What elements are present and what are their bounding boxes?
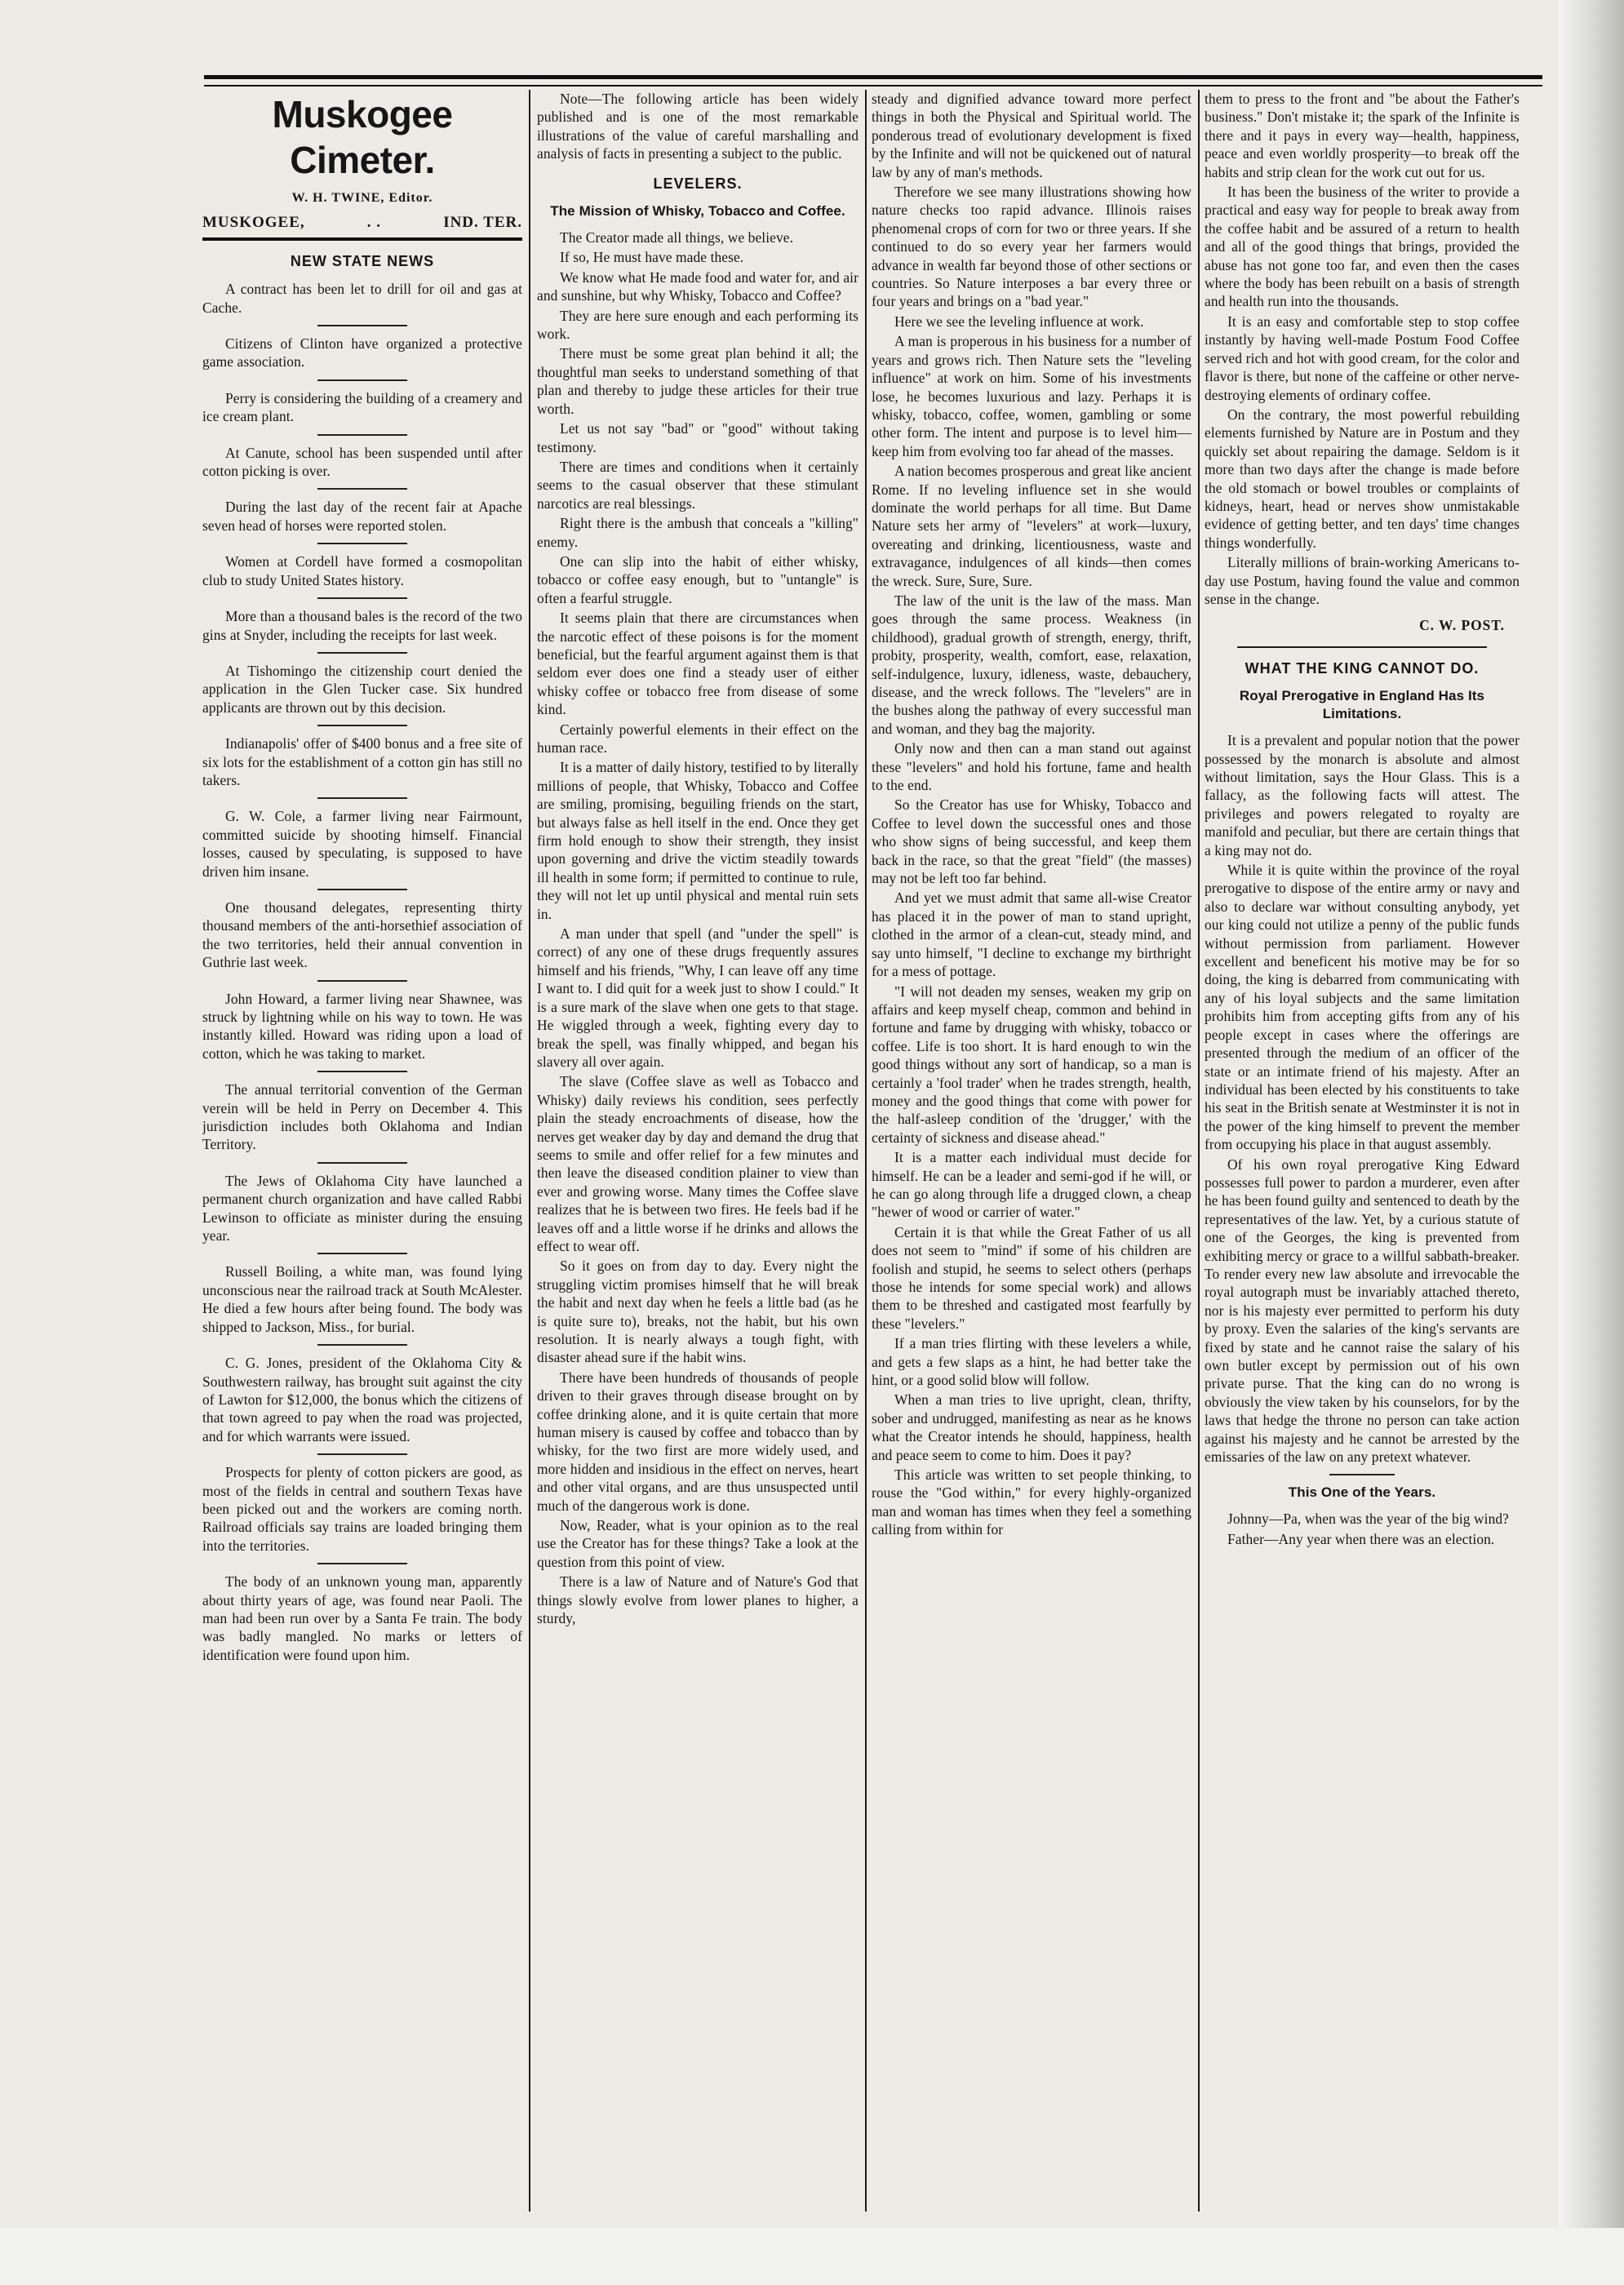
article-paragraph: The slave (Coffee slave as well as Tobacco and Whisky) daily reviews his condition, sees perfectly plain the steady encroachments of disease, how the nerves get weaker day by day and demand the drug that seems to smile and offer relief for a few minutes and then leave the diseased condition plainer to view than ever and growing worse. Many times the Coffee slave realizes that he is between two fires. He feels bad if he leaves off and a little worse if he drinks and allows the effect to wear off. xyxy=(537,1073,859,1254)
dateline-dots: . . xyxy=(366,214,382,232)
news-item xyxy=(202,552,522,589)
article-paragraph: The Creator made all things, we believe. xyxy=(560,229,794,246)
item-divider xyxy=(317,434,407,436)
news-item xyxy=(202,498,522,535)
news-item-text: At Canute, school has been suspended until after cotton picking is over. xyxy=(202,444,522,480)
article-heading: LEVELERS. xyxy=(653,175,743,192)
article-paragraph: Therefore we see many illustrations showing how nature checks too rapid advance. Illinois raises phenomenal crops of corn for two or three years. If she continued to do so every year her farmers would advance in wealth far beyond those of other sections or countries. So Nature interposes a bar every three or four years and brings on a "bad year." xyxy=(872,184,1191,310)
news-item xyxy=(202,280,522,317)
article-paragraph: And yet we must admit that same all-wise Creator has placed it in the power of man to stand upright, clothed in the armor of a clean-cut, steady mind, and say unto himself, "I decline to exchange my birthright for a mess of pottage. xyxy=(872,890,1191,980)
item-divider xyxy=(317,1453,407,1455)
page-edge xyxy=(1559,0,1624,2285)
news-item xyxy=(202,1262,522,1336)
news-item-text: Citizens of Clinton have organized a protective game association. xyxy=(202,335,522,370)
article-paragraph: There have been hundreds of thousands of people driven to their graves through disease brought on by coffee drinking alone, and it is quite certain that more human misery is caused by coffee and tobacco than by whisky, for the two first are more widely used, and more hidden and insidious in the effect on nerves, heart and other vital organs, and are thus unsuspected until much of the dangerous work is done. xyxy=(537,1369,859,1514)
top-rule-thin xyxy=(204,85,1542,87)
article-signature: C. W. POST. xyxy=(1419,617,1505,634)
article-paragraph: Of his own royal prerogative King Edward possesses full power to pardon a murderer, even after he has been found guilty and sentenced to death by the representatives of the law. Yet, by a curious statute of one of the Georges, the king is prevented from exhibiting mercy or grace to a willful sabbath-breaker. To render every new law absolute and irrevocable the royal autograph must be invariably attached thereto, nor is his majesty ever permitted to perform his duty by proxy. Even the salaries of the king's servants are fixed by state and he cannot raise the salary of his own butler except by permission out of his own private purse. That the king can do no wrong is obviously the view taken by his counselors, for by the laws that hedge the throne no person can take action against his majesty and he cannot be arrested by the emissaries of the law on any pretext whatever. xyxy=(1205,1156,1520,1466)
news-item xyxy=(202,662,522,717)
masthead-rule xyxy=(202,237,522,241)
news-item xyxy=(202,807,522,881)
article-paragraph: steady and dignified advance toward more perfect things in both the Physical and Spiritual world. The ponderous tread of evolutionary development is fixed by the Infinite and will not be quickened out of natural law by any of man's methods. xyxy=(872,91,1191,180)
column-rule xyxy=(529,90,530,2212)
news-item-text: Perry is considering the building of a creamery and ice cream plant. xyxy=(202,389,522,425)
dateline-place: MUSKOGEE, xyxy=(202,214,305,232)
article-heading-joke: This One of the Years. xyxy=(1288,1484,1436,1501)
article-paragraph: It seems plain that there are circumstances when the narcotic effect of these poisons is for the moment beneficial, but the fearful argument against them is that seldom ever does one find a steady user of either whisky coffee or tobacco free from disease of some kind. xyxy=(537,610,859,718)
article-paragraph: Now, Reader, what is your opinion as to the real use the Creator has for these things? Take a look at the question from this point of view. xyxy=(537,1517,859,1570)
news-item-text: At Tishomingo the citizenship court denied the application in the Glen Tucker case. Six hundred applicants are thrown out by this decision. xyxy=(202,662,522,716)
item-divider xyxy=(317,379,407,381)
news-item xyxy=(202,607,522,644)
item-divider xyxy=(317,1162,407,1164)
news-item-text: Prospects for plenty of cotton pickers are good, as most of the fields in central and southern Texas have been picked out and the workers are coming north. Railroad officials say trains are loaded bringing them into the territories. xyxy=(202,1464,522,1554)
article-heading-king: WHAT THE KING CANNOT DO. xyxy=(1245,659,1480,677)
article-paragraph: Right there is the ambush that conceals a "killing" enemy. xyxy=(537,515,859,550)
item-divider xyxy=(317,597,407,599)
article-paragraph: Let us not say "bad" or "good" without taking testimony. xyxy=(537,420,859,455)
article-paragraph: Literally millions of brain-working Americans to-day use Postum, having found the value and common sense in the change. xyxy=(1205,554,1520,607)
article-paragraph: them to press to the front and "be about the Father's business." Don't mistake it; the spark of the Infinite is there and it pays in every way—health, happiness, peace and even worldly prosperity—to break off the habits and strip clean for the work cut out for us. xyxy=(1205,91,1520,180)
article-paragraph: They are here sure enough and each performing its work. xyxy=(537,307,859,343)
article-paragraph: When a man tries to live upright, clean, thrifty, sober and undrugged, manifesting as near as he knows what the Creator intends he should, happiness, health and peace seem to come to him. Does it pay? xyxy=(872,1391,1191,1463)
news-item xyxy=(202,1573,522,1664)
article-paragraph: There are times and conditions when it certainly seems to the casual observer that these stimulant narcotics are real blessings. xyxy=(537,458,859,512)
column-4 xyxy=(1205,90,1520,2220)
news-item-text: The Jews of Oklahoma City have launched a permanent church organization and have called Rabbi Lewinson to officiate as minister during the ensuing year. xyxy=(202,1172,522,1245)
item-divider xyxy=(1329,1474,1395,1475)
article-subheading-king: Royal Prerogative in England Has Its Limitations. xyxy=(1239,688,1485,722)
news-item-text: More than a thousand bales is the record of the two gins at Snyder, including the receipts for last week. xyxy=(202,608,522,643)
dateline xyxy=(202,214,522,232)
article-paragraph: The law of the unit is the law of the mass. Man goes through the same process. Weakness (in childhood), gradual growth of strength, energy, thrift, probity, prosperity, wealth, comfort, ease, relaxation, self-indulgence, luxury, idleness, waste, debauchery, disease, and the wreck follows. The "levelers" are in the bushes along the pathway of every successful man and woman, and they bag the majority. xyxy=(872,592,1191,737)
article-paragraph: On the contrary, the most powerful rebuilding elements furnished by Nature are in Postum and they quickly set about repairing the damage. Seldom is it more than two days after the change is made before the old stomach or bowel troubles or complaints of kidneys, heart, head or nerves show unmistakable evidence of getting better, and ten days' time changes things wonderfully. xyxy=(1205,406,1520,551)
item-divider xyxy=(317,543,407,544)
article-paragraph: Here we see the leveling influence at work. xyxy=(894,313,1144,330)
article-paragraph: Johnny—Pa, when was the year of the big wind? xyxy=(1227,1511,1509,1528)
masthead-title: Muskogee Cimeter. xyxy=(272,93,453,181)
article-paragraph: A man is properous in his business for a number of years and grows rich. Then Nature sets the "leveling influence" at work on him. Some of his investments lose, he becomes luxurious and lazy. Perhaps it is whisky, tobacco, coffee, women, gambling or some other form. The intent and purpose is to level him—keep him from evolving too far ahead of the masses. xyxy=(872,333,1191,459)
news-item xyxy=(202,389,522,426)
item-divider xyxy=(317,1563,407,1564)
news-item xyxy=(202,444,522,481)
article-paragraph: It is a matter each individual must decide for himself. He can be a leader and semi-god if he will, or he can go along through life a drugged clown, a cheap "hewer of wood or carrier of water." xyxy=(872,1149,1191,1221)
column-3 xyxy=(872,90,1191,2220)
news-item-text: One thousand delegates, representing thirty thousand members of the anti-horsethief association of the two territories, held their annual convention in Guthrie last week. xyxy=(202,898,522,971)
article-paragraph: Father—Any year when there was an election. xyxy=(1227,1530,1495,1547)
article-paragraph: We know what He made food and water for, and air and sunshine, but why Whisky, Tobacco and Coffee? xyxy=(537,268,859,304)
article-paragraph: There is a law of Nature and of Nature's God that things slowly evolve from lower planes to higher, a sturdy, xyxy=(537,1573,859,1627)
article-paragraph: This article was written to set people thinking, to rouse the "God within," for every highly-organized man and woman has times when they feel a something calling from within for xyxy=(872,1466,1191,1538)
news-item-text: A contract has been let to drill for oil and gas at Cache. xyxy=(202,281,522,316)
article-rule xyxy=(1237,646,1487,648)
news-item xyxy=(202,898,522,972)
item-divider xyxy=(317,488,407,490)
article-paragraph: It is a prevalent and popular notion that the power possessed by the monarch is absolute and almost without limitation, says the Hour Glass. This is a fallacy, as the following facts will attest. The privileges and powers relegated to royalty are manifold and peculiar, but there are certain things that a king may not do. xyxy=(1205,732,1520,859)
top-rule xyxy=(204,75,1542,79)
dateline-territory: IND. TER. xyxy=(443,214,522,232)
item-divider xyxy=(317,1344,407,1346)
item-divider xyxy=(317,889,407,890)
article-paragraph: A man under that spell (and "under the spell" is correct) of any one of these drugs frequently assures himself and his friends, "Why, I can leave off any time I want to. I did quit for a week just to show I could." It is a sure mark of the slave when one gets to that stage. He wiggled through a week, fighting every day to break the spell, was finally whipped, and began his slavery all over again. xyxy=(537,925,859,1070)
news-item xyxy=(202,990,522,1063)
article-paragraph: "I will not deaden my senses, weaken my grip on affairs and keep myself cheap, common and behind in fortune and fame by drugging with whisky, tobacco or coffee. Life is too short. It is hard enough to win the good things without any sort of handicap, so a man is certainly a 'fool trader' when he trades strength, health, money and the good things that come with power for the half-asleep condition of the 'drugger,' with the certainty of sickness and disease ahead." xyxy=(872,983,1191,1146)
article-paragraph: If so, He must have made these. xyxy=(560,249,744,266)
news-item xyxy=(202,1354,522,1445)
news-item-text: The body of an unknown young man, apparently about thirty years of age, was found near Paoli. The man had been run over by a Santa Fe train. The body was badly mangled. No marks or letters of identification were found upon him. xyxy=(202,1573,522,1663)
news-item xyxy=(202,1463,522,1555)
news-item-text: Indianapolis' offer of $400 bonus and a free site of six lots for the establishment of a cotton gin has still no takers. xyxy=(202,735,522,788)
article-paragraph: A nation becomes prosperous and great like ancient Rome. If no leveling influence set in she would dominate the world perhaps for all time. But Dame Nature sets her army of "levelers" at work—luxury, overeating and drinking, licentiousness, waste and extravagance, indulgences of all kinds—then comes the wreck. Sure, Sure, Sure. xyxy=(872,463,1191,589)
section-heading: NEW STATE NEWS xyxy=(290,252,435,269)
news-item-text: John Howard, a farmer living near Shawnee, was struck by lightning while on his way to town. He was instantly killed. Howard was riding upon a load of cotton, which he was taking to market. xyxy=(202,990,522,1062)
news-item-text: The annual territorial convention of the German verein will be held in Perry on December 4. This jurisdiction includes both Oklahoma and Indian Territory. xyxy=(202,1081,522,1153)
item-divider xyxy=(317,1071,407,1072)
article-subheading: The Mission of Whisky, Tobacco and Coffee. xyxy=(550,203,845,220)
item-divider xyxy=(317,1253,407,1254)
news-item-text: G. W. Cole, a farmer living near Fairmount, committed suicide by shooting himself. Financial losses, caused by speculating, is supposed to have driven him insane. xyxy=(202,808,522,880)
column-2 xyxy=(537,90,859,2220)
item-divider xyxy=(317,652,407,654)
news-item xyxy=(202,335,522,371)
item-divider xyxy=(317,325,407,326)
page-bottom-margin xyxy=(0,2228,1624,2285)
article-paragraph: Only now and then can a man stand out against these "levelers" and hold his fortune, fame and health to the end. xyxy=(872,740,1191,794)
column-1 xyxy=(202,90,522,2220)
article-paragraph: Certain it is that while the Great Father of us all does not seem to "mind" if some of his children are foolish and stupid, he seems to select others (perhaps those he intends for some special work) and allows them to be threshed and castigated most fearfully by these "levelers." xyxy=(872,1223,1191,1332)
article-paragraph: If a man tries flirting with these levelers a while, and gets a few slaps as a hint, he had better take the hint, or a good solid blow will follow. xyxy=(872,1335,1191,1389)
news-item-text: During the last day of the recent fair at Apache seven head of horses were reported stolen. xyxy=(202,499,522,534)
news-item-text: Women at Cordell have formed a cosmopolitan club to study United States history. xyxy=(202,553,522,588)
article-paragraph: One can slip into the habit of either whisky, tobacco or coffee easy enough, but to "untangle" is often a fearful struggle. xyxy=(537,552,859,606)
article-paragraph: So it goes on from day to day. Every night the struggling victim promises himself that he will break the habit and next day when he feels a little bad (as he is quite sure to), breaks, not the habit, but his own resolution. It is nearly always a tough fight, with disaster ahead sure if the habit wins. xyxy=(537,1258,859,1366)
column-rule xyxy=(865,90,867,2212)
item-divider xyxy=(317,980,407,982)
news-item xyxy=(202,734,522,789)
article-paragraph: It is an easy and comfortable step to stop coffee instantly by having well-made Postum Food Coffee served rich and hot with good cream, for the color and flavor is there, but none of the caffeine or other nerve-destroying elements of ordinary coffee. xyxy=(1205,313,1520,403)
news-item xyxy=(202,1172,522,1245)
news-item xyxy=(202,1080,522,1154)
item-divider xyxy=(317,797,407,799)
news-item-text: Russell Boiling, a white man, was found lying unconscious near the railroad track at South McAlester. He died a few hours after being found. The body was shipped to Jackson, Miss., for burial. xyxy=(202,1263,522,1335)
editors-note: Note—The following article has been widely published and is one of the most remarkable illustrations of the value of careful marshalling and analysis of facts in presenting a subject to the public. xyxy=(537,91,859,162)
column-rule xyxy=(1198,90,1200,2212)
article-paragraph: It has been the business of the writer to provide a practical and easy way for people to break away from the coffee habit and be assured of a return to health and all of the good things that brings, provided the abuse has not gone too far, and even then the cases where the body has been rebuilt on a basis of strength and health run into the thousands. xyxy=(1205,184,1520,310)
article-paragraph: Certainly powerful elements in their effect on the human race. xyxy=(537,721,859,756)
item-divider xyxy=(317,725,407,726)
article-paragraph: It is a matter of daily history, testified to by literally millions of people, that Whisky, Tobacco and Coffee are smiling, promising, beguiling friends on the start, but always false as hell itself in the end. Once they get firm hold enough to show their strength, they insist upon governing and drive the victim steadily towards ill health in some form; if permitted to continue to rule, they will not let up until physical and mental ruin sets in. xyxy=(537,759,859,922)
article-paragraph: While it is quite within the province of the royal prerogative to dispose of the entire army or navy and also to declare war without consulting anybody, yet our king could not utilize a penny of the public funds without permission from parliament. However excellent and beneficent his motive may be for so doing, the king is debarred from communicating with any of his loyal subjects and the same limitation prohibits him from accepting gifts from any of his people except in cases where the offerings are presented through the medium of an officer of the state or an intimate friend of his majesty. After an individual has been elected by his constituents to take his seat in the British senate at Westminster it is not in the power of the king himself to prevent the member from occupying his place in that august assembly. xyxy=(1205,862,1520,1153)
news-item-text: C. G. Jones, president of the Oklahoma City & Southwestern railway, has brought suit against the city of Lawton for $12,000, the bonus which the citizens of that town agreed to pay when the road was projected, and for which warrants were issued. xyxy=(202,1355,522,1444)
article-paragraph: So the Creator has use for Whisky, Tobacco and Coffee to level down the successful ones and those who show signs of being successful, and keep them back in the race, so that the great "field" (the masses) may not be left too far behind. xyxy=(872,796,1191,887)
article-paragraph: There must be some great plan behind it all; the thoughtful man seeks to understand something of that plan and thereby to judge these articles for their true worth. xyxy=(537,345,859,417)
editor-line: W. H. TWINE, Editor. xyxy=(291,191,433,205)
